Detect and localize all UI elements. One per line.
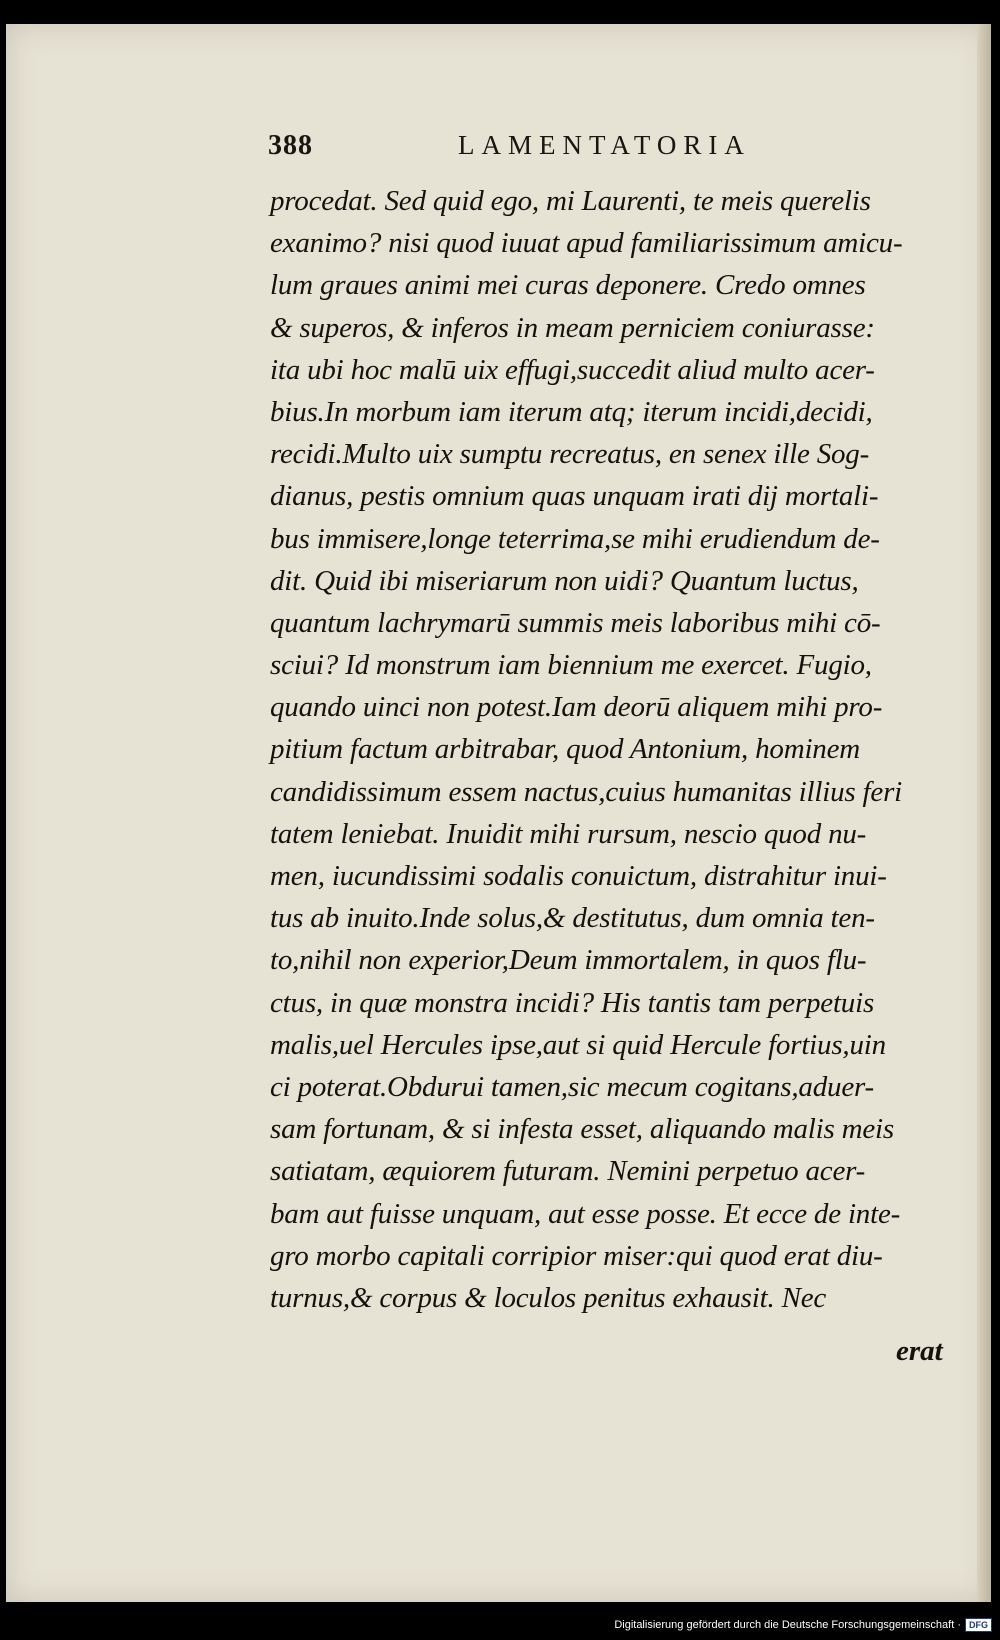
text-line: turnus,& corpus & loculos penitus exhausit. Nec <box>270 1281 827 1314</box>
text-line: dit. Quid ibi miseriarum non uidi? Quantum luctus, <box>270 564 859 597</box>
text-line: to,nihil non experior,Deum immortalem, in quos flu- <box>270 944 867 977</box>
text-line: quando uinci non potest.Iam deorū aliquem mihi pro- <box>270 691 883 724</box>
text-line: quantum lachrymarū summis meis laboribus mihi cō- <box>270 606 881 639</box>
text-line: bus immisere,longe teterrima,se mihi erudiendum de- <box>270 522 880 555</box>
text-line: pitium factum arbitrabar, quod Antonium, hominem <box>270 733 861 766</box>
text-line: ita ubi hoc malū uix effugi,succedit aliud multo acer- <box>270 353 875 386</box>
text-line: & superos, & inferos in meam perniciem coniurasse: <box>270 311 875 344</box>
text-line: candidissimum essem nactus,cuius humanitas illius feri <box>270 775 903 808</box>
text-line: sam fortunam, & si infesta esset, aliquando malis meis <box>270 1113 894 1146</box>
text-line: ctus, in quæ monstra incidi? His tantis tam perpetuis <box>270 986 875 1019</box>
dfg-logo-icon: DFG <box>965 1618 992 1632</box>
text-line: tus ab inuito.Inde solus,& destitutus, dum omnia ten- <box>270 902 875 935</box>
text-line: ci poterat.Obdurui tamen,sic mecum cogitans,aduer- <box>270 1070 874 1103</box>
page-header <box>268 130 788 170</box>
text-line: bius.In morbum iam iterum atq; iterum incidi,decidi, <box>270 395 873 428</box>
running-title: LAMENTATORIA <box>458 130 751 160</box>
page-number: 388 <box>268 130 313 161</box>
page-edge <box>977 24 991 1602</box>
text-line: exanimo? nisi quod iuuat apud familiarissimum amicu- <box>270 227 903 260</box>
text-line: men, iucundissimi sodalis conuictum, distrahitur inui- <box>270 860 887 892</box>
text-line: gro morbo capitali corripior miser:qui quod erat diu- <box>270 1239 883 1272</box>
text-block <box>270 180 960 1319</box>
text-line: dianus, pestis omnium quas unquam irati dij mortali- <box>270 480 879 513</box>
footer-credit: Digitalisierung gefördert durch die Deutsche Forschungsgemeinschaft · <box>614 1619 961 1631</box>
text-line: procedat. Sed quid ego, mi Laurenti, te meis querelis <box>270 185 871 217</box>
footer <box>614 1616 992 1634</box>
catchword: erat <box>896 1335 943 1367</box>
text-line: tatem leniebat. Inuidit mihi rursum, nescio quod nu- <box>270 817 867 850</box>
text-line: sciui? Id monstrum iam biennium me exercet. Fugio, <box>270 649 872 682</box>
text-line: satiatam, æquiorem futuram. Nemini perpetuo acer- <box>270 1155 866 1188</box>
text-line: bam aut fuisse unquam, aut esse posse. Et ecce de inte- <box>270 1197 901 1230</box>
text-line: lum graues animi mei curas deponere. Credo omnes <box>270 269 866 302</box>
text-line: malis,uel Hercules ipse,aut si quid Hercule fortius,uin <box>270 1028 886 1061</box>
text-line: recidi.Multo uix sumptu recreatus, en senex ille Sog- <box>270 438 870 471</box>
